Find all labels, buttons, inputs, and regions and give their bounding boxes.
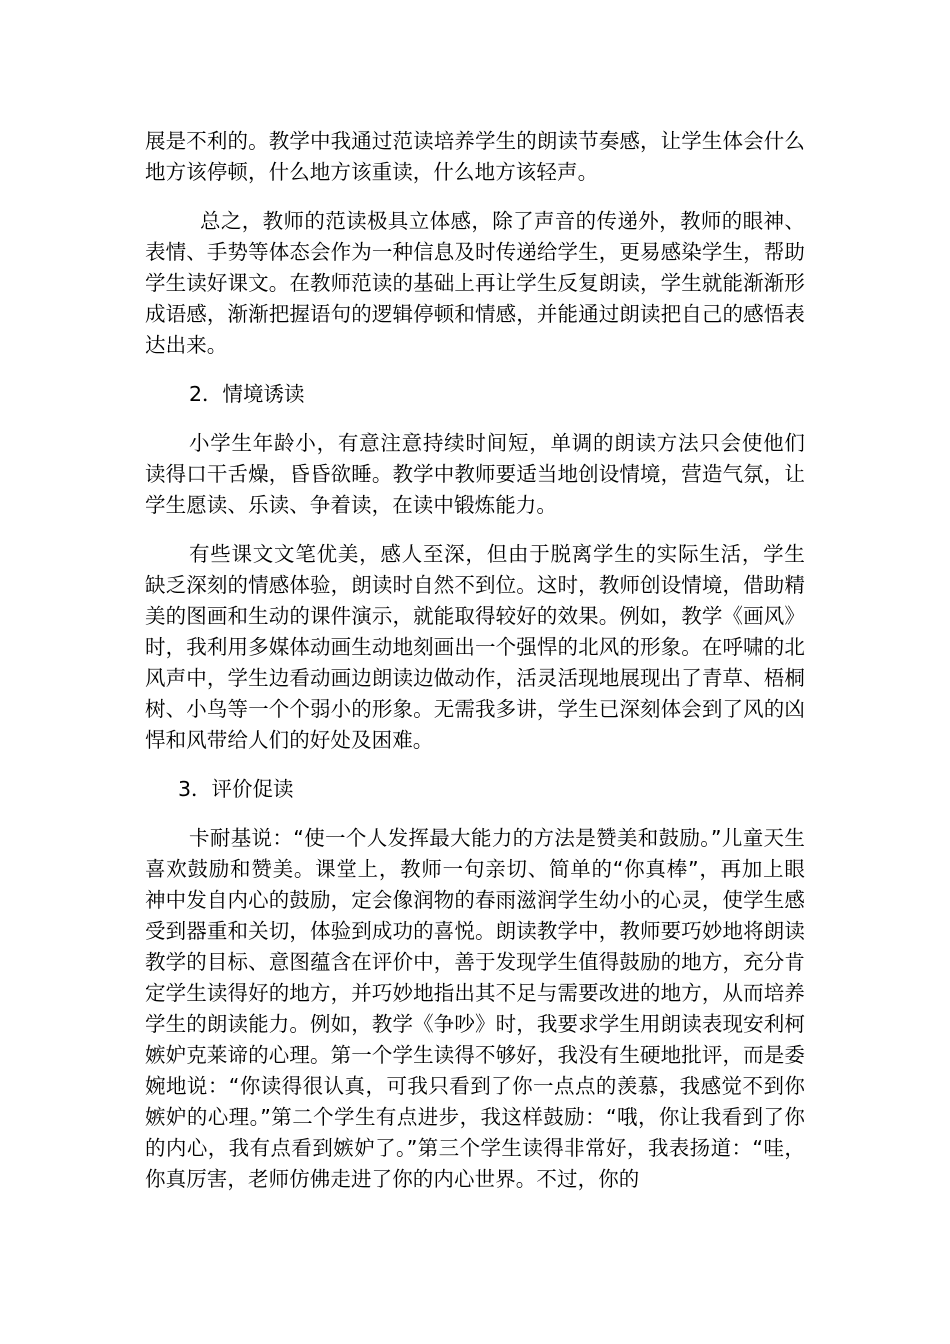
section-heading-evaluation-reading: 3．评价促读	[178, 777, 294, 801]
paragraph-situational-intro: 小学生年龄小，有意注意持续时间短，单调的朗读方法只会使他们读得口干舌燥，昏昏欲睡。教学中教师要适当地创设情境，营造气氛，让学生愿读、乐读、争着读，在读中锻炼能力。	[145, 431, 805, 517]
paragraph-continuation: 展是不利的。教学中我通过范读培养学生的朗读节奏感，让学生体会什么地方该停顿，什么地方该重读，什么地方该轻声。	[145, 129, 805, 184]
document-page	[145, 126, 805, 1195]
paragraph-model-reading-summary: 总之，教师的范读极具立体感，除了声音的传递外，教师的眼神、表情、手势等体态会作为一种信息及时传递给学生，更易感染学生，帮助学生读好课文。在教师范读的基础上再让学生反复朗读，学生就能渐渐形成语感，渐渐把握语句的逻辑停顿和情感，并能通过朗读把自己的感悟表达出来。	[145, 209, 805, 357]
paragraph-evaluation-body: 卡耐基说：“使一个人发挥最大能力的方法是赞美和鼓励。”儿童天生喜欢鼓励和赞美。课堂上，教师一句亲切、简单的“你真棒”，再加上眼神中发自内心的鼓励，定会像润物的春雨滋润学生幼小的心灵，使学生感受到器重和关切，体验到成功的喜悦。朗读教学中，教师要巧妙地将朗读教学的目标、意图蕴含在评价中，善于发现学生值得鼓励的地方，充分肯定学生读得好的地方，并巧妙地指出其不足与需要改进的地方，从而培养学生的朗读能力。例如，教学《争吵》时，我要求学生用朗读表现安利柯嫉妒克莱谛的心理。第一个学生读得不够好，我没有生硬地批评，而是委婉地说：“你读得很认真，可我只看到了你一点点的羡慕，我感觉不到你嫉妒的心理。”第二个学生有点进步，我这样鼓励：“哦，你让我看到了你的内心，我有点看到嫉妒了。”第三个学生读得非常好，我表扬道：“哇，你真厉害，老师仿佛走进了你的内心世界。不过，你的	[145, 826, 805, 1191]
paragraph-situational-example: 有些课文文笔优美，感人至深，但由于脱离学生的实际生活，学生缺乏深刻的情感体验，朗读时自然不到位。这时，教师创设情境，借助精美的图画和生动的课件演示，就能取得较好的效果。例如，教学《画风》时，我利用多媒体动画生动地刻画出一个强悍的北风的形象。在呼啸的北风声中，学生边看动画边朗读边做动作，活灵活现地展现出了青草、梧桐树、小鸟等一个个弱小的形象。无需我多讲，学生已深刻体会到了风的凶悍和风带给人们的好处及困难。	[145, 542, 805, 752]
section-heading-situational-reading: 2．情境诱读	[189, 382, 305, 406]
